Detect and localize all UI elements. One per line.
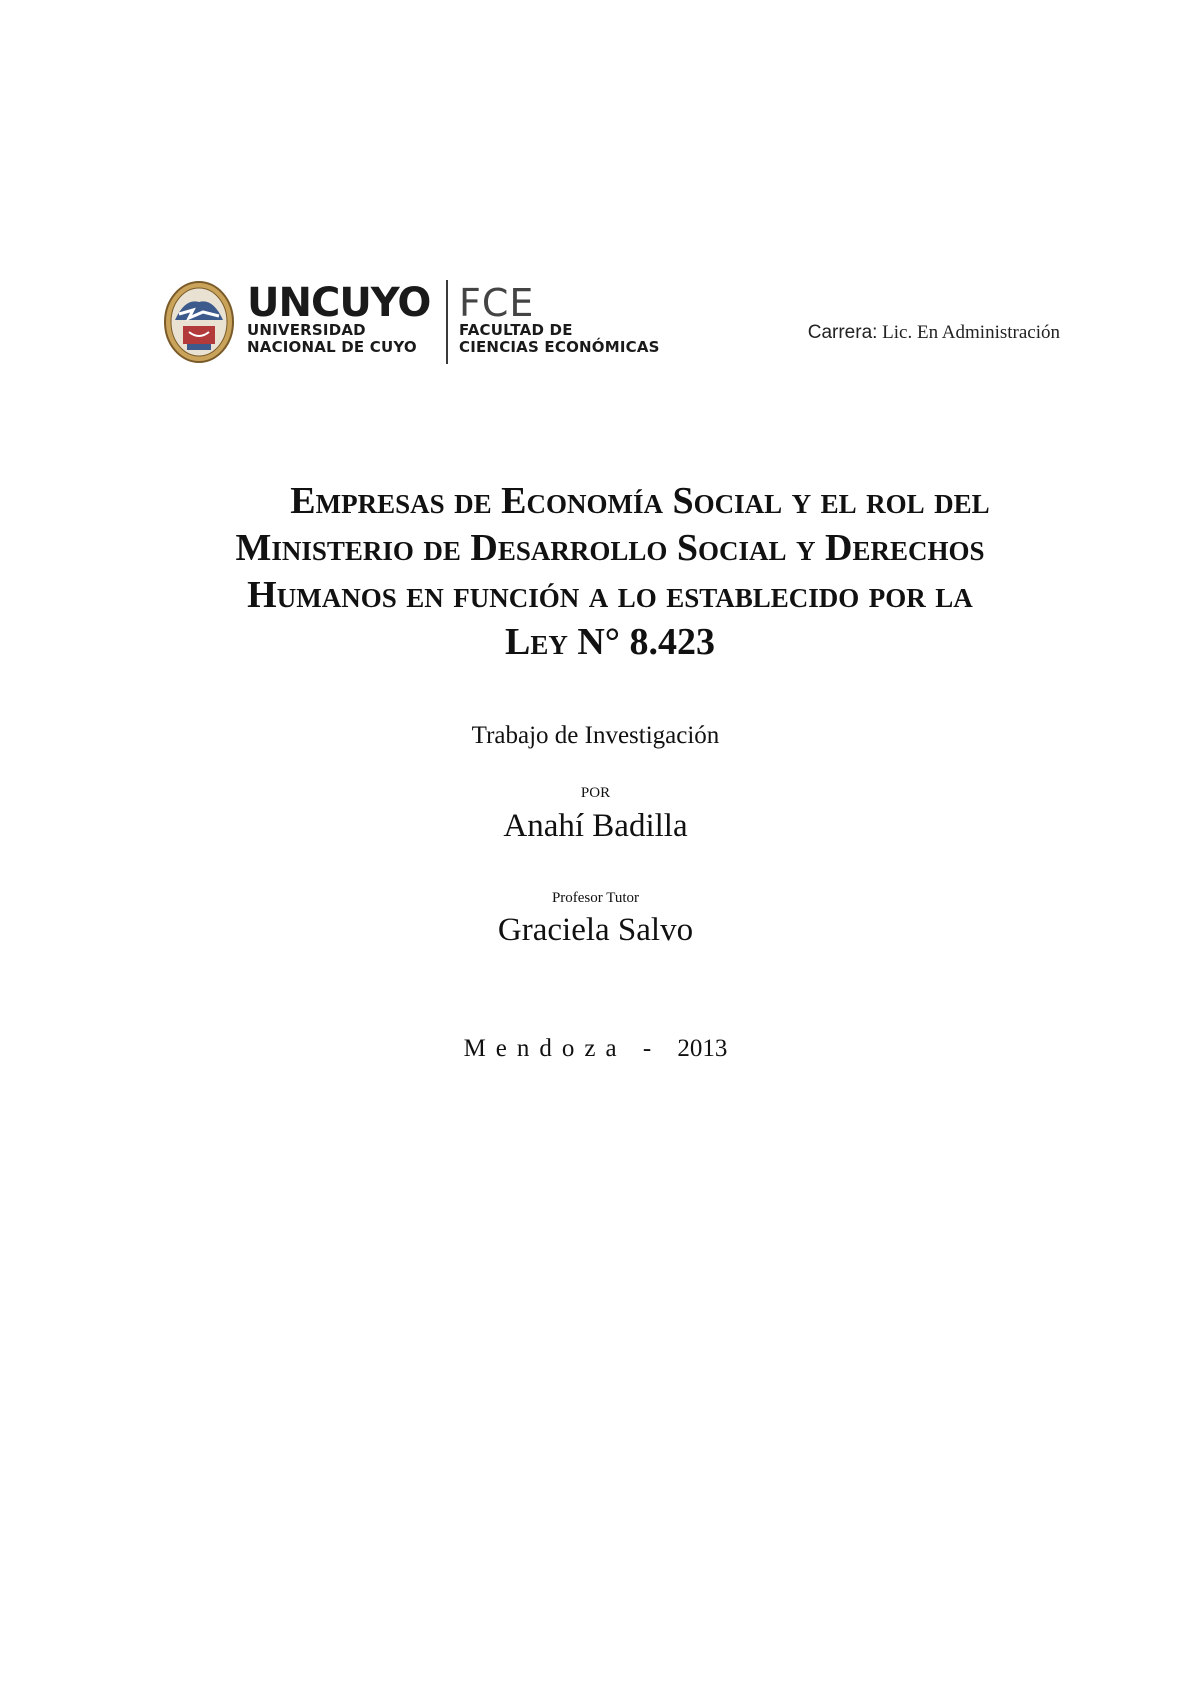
logo-divider — [446, 280, 448, 364]
document-type: Trabajo de Investigación — [471, 722, 720, 749]
university-name: UNCUYO — [247, 280, 431, 326]
year: 2013 — [677, 1035, 728, 1062]
title-line-4: Ley N° 8.423 — [505, 621, 715, 663]
institution-logo — [163, 280, 663, 370]
university-line-2: NACIONAL DE CUYO — [247, 338, 417, 356]
place-name: Mendoza — [463, 1035, 627, 1062]
document-title — [150, 478, 1070, 666]
career-line — [720, 322, 1060, 344]
university-seal-icon — [163, 280, 235, 364]
faculty-abbreviation: FCE — [459, 281, 535, 325]
tutor-name: Graciela Salvo — [497, 912, 694, 948]
author-name: Anahí Badilla — [503, 808, 688, 844]
career-label: Carrera: — [807, 322, 878, 343]
title-line-1: Empresas de Economía Social y el rol del — [290, 480, 990, 522]
place-and-year — [0, 1035, 1191, 1063]
title-line-2: Ministerio de Desarrollo Social y Derechos — [235, 527, 985, 569]
place-separator: - — [642, 1035, 662, 1062]
faculty-line-2: CIENCIAS ECONÓMICAS — [459, 338, 660, 356]
university-wordmark — [247, 280, 431, 356]
career-value: Lic. En Administración — [882, 322, 1060, 343]
faculty-line-1: FACULTAD DE — [459, 321, 573, 339]
faculty-wordmark — [459, 281, 660, 356]
by-label: POR — [580, 785, 611, 801]
title-line-3: Humanos en función a lo establecido por la — [247, 574, 973, 616]
tutor-label: Profesor Tutor — [551, 890, 640, 906]
university-line-1: UNIVERSIDAD — [247, 321, 366, 339]
